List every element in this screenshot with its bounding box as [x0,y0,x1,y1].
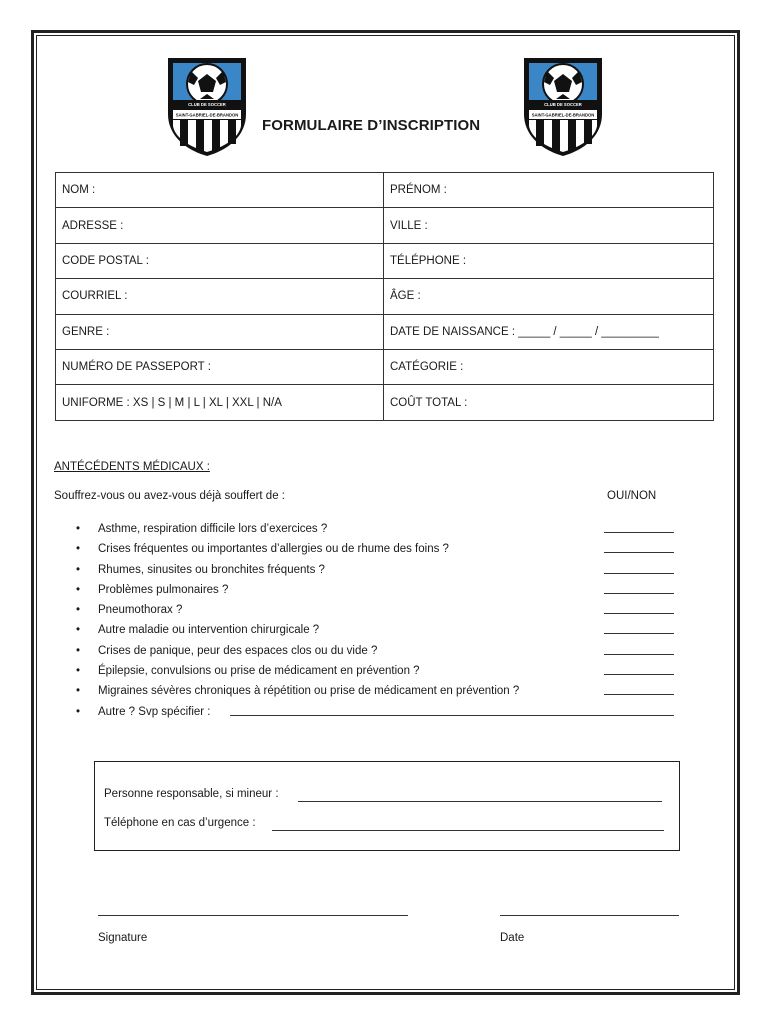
bullet-icon: • [76,523,81,535]
other-specify-label: Autre ? Svp spécifier : [98,705,211,718]
list-item [76,620,676,640]
answer-line[interactable] [604,613,674,614]
list-item [76,600,676,620]
bullet-icon: • [76,563,81,576]
medical-question: Problèmes pulmonaires ? [98,583,229,596]
field-courriel[interactable]: COURRIEL : [56,279,384,314]
field-code-postal[interactable]: CODE POSTAL : [56,243,384,278]
field-cout-total[interactable]: COÛT TOTAL : [384,385,714,420]
yes-no-column-header: OUI/NON [607,490,657,502]
field-categorie[interactable]: CATÉGORIE : [384,349,714,384]
answer-line[interactable] [604,694,674,695]
form-title: FORMULAIRE D’INSCRIPTION [262,117,481,134]
answer-line[interactable] [604,573,674,574]
list-item [76,539,676,559]
list-item [76,702,676,722]
answer-line[interactable] [604,532,674,533]
emergency-phone-line[interactable] [272,830,664,831]
answer-line[interactable] [604,654,674,655]
responsible-person-label: Personne responsable, si mineur : [104,788,279,800]
date-label: Date [500,932,525,944]
logo-text-town: SAINT-GABRIEL-DE-BRANDON [531,112,595,118]
field-age[interactable]: ÂGE : [384,279,714,314]
medical-questions-list [76,519,676,722]
signature-label: Signature [98,932,148,944]
medical-history-intro: Souffrez-vous ou avez-vous déjà souffert de : [54,490,285,502]
answer-line[interactable] [604,633,674,634]
field-adresse[interactable]: ADRESSE : [56,208,384,243]
emergency-contact-box [94,761,680,851]
bullet-icon: • [76,543,81,556]
club-logo-right [518,54,608,158]
list-item [76,641,676,661]
bullet-icon: • [76,583,81,596]
answer-line[interactable] [604,552,674,553]
answer-line[interactable] [604,674,674,675]
list-item [76,580,676,600]
logo-text-club: CLUB DE SOCCER [188,102,226,107]
medical-question: Rhumes, sinusites ou bronchites fréquents ? [98,563,325,576]
field-prenom[interactable]: PRÉNOM : [384,173,714,208]
list-item [76,519,676,539]
responsible-person-line[interactable] [298,801,662,802]
table-row [56,314,714,349]
field-nom[interactable]: NOM : [56,173,384,208]
list-item [76,661,676,681]
medical-question: Pneumothorax ? [98,604,183,617]
medical-question: Migraines sévères chroniques à répétition ou prise de médicament en prévention ? [98,685,520,698]
bullet-icon: • [76,685,81,698]
field-uniforme[interactable]: UNIFORME : XS | S | M | L | XL | XXL | N/A [56,385,384,420]
field-ville[interactable]: VILLE : [384,208,714,243]
table-row [56,243,714,278]
medical-question: Épilepsie, convulsions ou prise de médicament en prévention ? [98,665,420,678]
bullet-icon: • [76,604,81,617]
medical-history-heading: ANTÉCÉDENTS MÉDICAUX : [54,461,210,473]
registration-fields-table [55,172,714,421]
list-item [76,560,676,580]
bullet-icon: • [76,644,81,657]
bullet-icon: • [76,624,81,637]
field-numero-passeport[interactable]: NUMÉRO DE PASSEPORT : [56,349,384,384]
medical-question: Crises de panique, peur des espaces clos ou du vide ? [98,644,378,657]
logo-text-town: SAINT-GABRIEL-DE-BRANDON [175,112,239,118]
signature-line[interactable] [98,915,408,916]
logo-text-club: CLUB DE SOCCER [544,102,582,107]
field-date-naissance[interactable]: DATE DE NAISSANCE : _____ / _____ / _________ [384,314,714,349]
answer-line[interactable] [604,593,674,594]
emergency-phone-label: Téléphone en cas d’urgence : [104,817,256,829]
bullet-icon: • [76,705,81,718]
table-row [56,385,714,420]
field-genre[interactable]: GENRE : [56,314,384,349]
table-row [56,279,714,314]
table-row [56,349,714,384]
table-row [56,173,714,208]
medical-question: Crises fréquentes ou importantes d’allergies ou de rhume des foins ? [98,543,449,556]
medical-question: Autre maladie ou intervention chirurgicale ? [98,624,320,637]
list-item [76,681,676,701]
bullet-icon: • [76,665,81,678]
medical-question: Asthme, respiration difficile lors d’exercices ? [98,523,328,535]
club-logo-left [162,54,252,158]
field-telephone[interactable]: TÉLÉPHONE : [384,243,714,278]
table-row [56,208,714,243]
other-specify-line[interactable] [230,715,674,716]
date-line[interactable] [500,915,679,916]
